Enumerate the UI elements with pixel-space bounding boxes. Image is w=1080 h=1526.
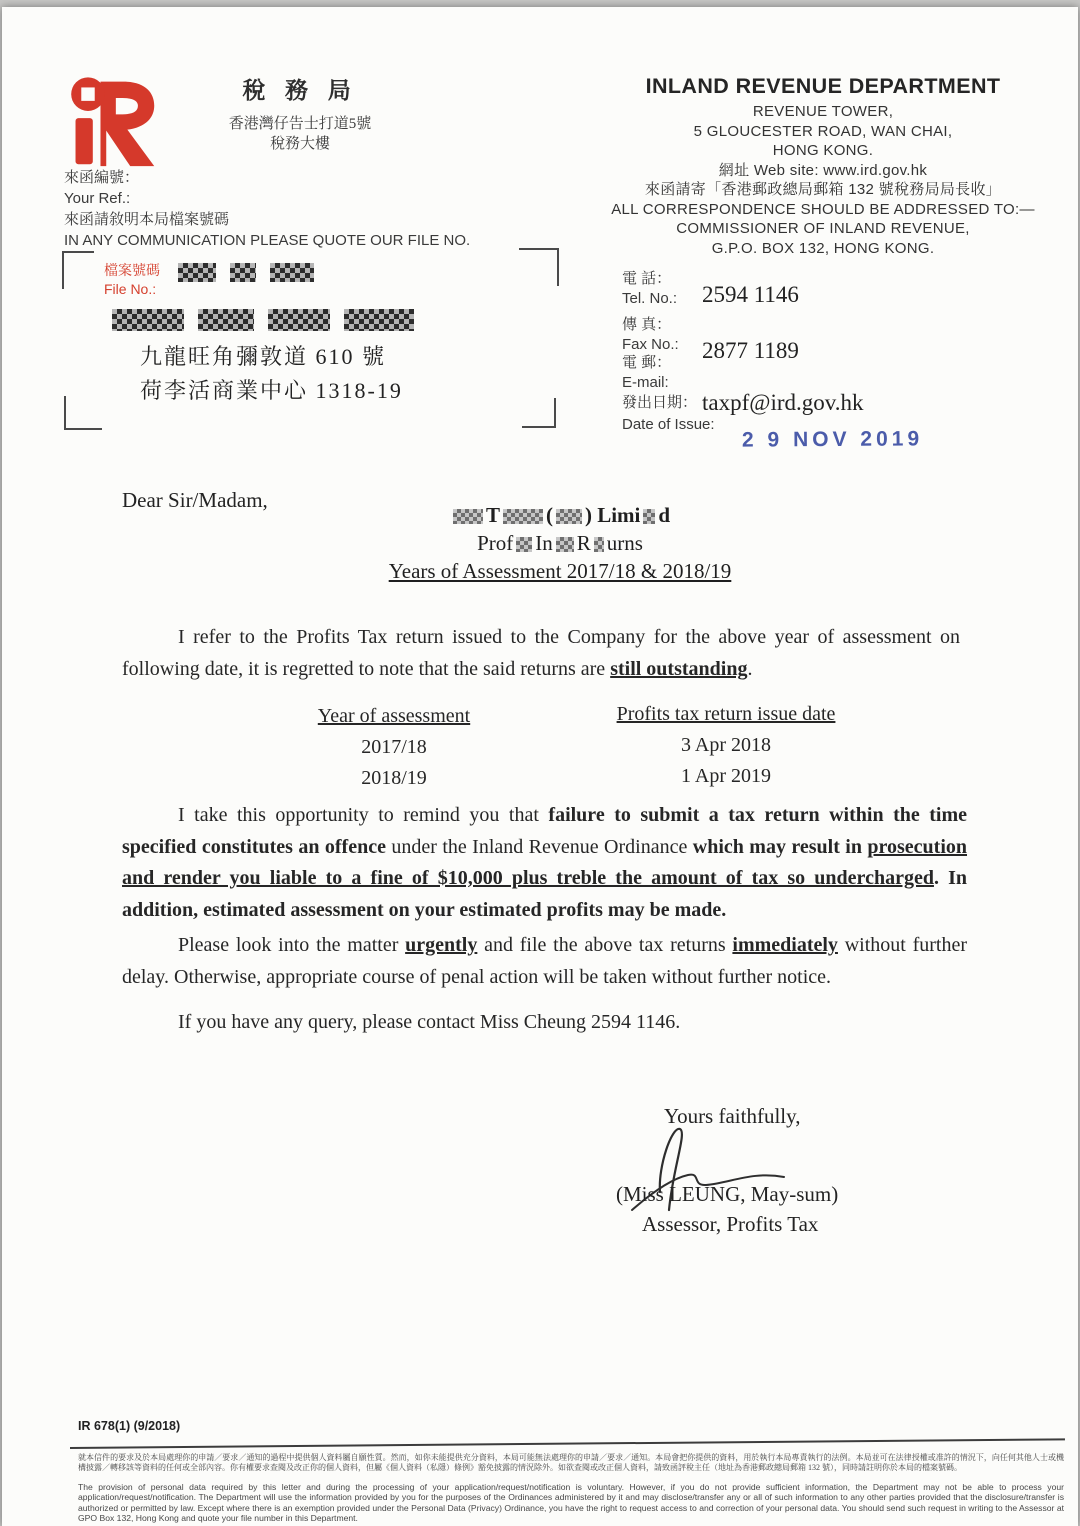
redacted-pixel-block — [643, 509, 655, 524]
fax-value: 2877 1189 — [702, 338, 799, 363]
your-ref-cn: 來函編號： — [64, 169, 140, 186]
gpo-line: G.P.O. BOX 132, HONG KONG. — [711, 239, 935, 257]
file-no-cn: 檔案號碼 — [104, 262, 160, 278]
paragraph-1: I refer to the Profits Tax return issued to the Company for the above year of assessment on following date, it is regretted to note that the said returns are still outstanding. — [122, 626, 960, 680]
your-ref-block — [64, 167, 470, 251]
window-bracket-top-right — [519, 248, 559, 286]
table-col-year — [268, 701, 520, 794]
date-of-issue-stamp: 2 9 NOV 2019 — [741, 427, 924, 452]
quote-file-cn: 來函請敘明本局檔案號碼 — [64, 211, 230, 228]
email-label-en: E-mail: — [622, 374, 669, 391]
header-en — [598, 74, 1048, 258]
closing: Yours faithfully, — [664, 1104, 801, 1128]
subject-years-of-assessment: Years of Assessment 2017/18 & 2018/19 — [388, 559, 732, 583]
recipient-address-line2: 荷李活商業中心 1318-19 — [140, 378, 403, 403]
signatory-title: Assessor, Profits Tax — [642, 1212, 819, 1236]
file-no-labels — [104, 261, 160, 299]
your-ref-en: Your Ref.: — [64, 190, 131, 207]
dept-name-en: INLAND REVENUE DEPARTMENT — [645, 74, 1001, 98]
redacted-pixel-block — [516, 537, 532, 552]
website-line: 網址 Web site: www.ird.gov.hk — [718, 161, 928, 179]
subject-company-redacted: T ( ) Limi d — [300, 503, 820, 528]
paragraph-2: I take this opportunity to remind you that failure to submit a tax return within the time specified constitutes an offence under the Inland Revenue Ordinance which may result in prosecution and render you liable to a fine of $10,000 plus treble the amount of tax so undercharged. In addition, estimated assessment on your estimated profits may be made. — [122, 804, 968, 921]
privacy-statement-en: The provision of personal data required by this letter and during the processing of your application/request/notification is voluntary. However, if you do not provide sufficient information, the Department may not be able to process your application/request/notification. The Department will use the information provided by you for the purposes of the Ordinances administered by it and may disclose/transfer any or all of such information to any other parties provided that the disclosure/transfer is authorized or permitted by law. Except where there is an exemption provided under the Personal Data (Privacy) Ordinance, you have the right to request access to and correction of your personal data. You should send such request in writing to the Assessor at GPO Box 132, Hong Kong and quote your file number in this Department. — [78, 1482, 1064, 1523]
date-of-issue-label-en: Date of Issue: — [622, 416, 715, 433]
table-header-year: Year of assessment — [317, 705, 471, 727]
form-number: IR 678(1) (9/2018) — [78, 1419, 181, 1433]
tel-label-en: Tel. No.: — [622, 290, 678, 307]
signatory-name: (Miss LEUNG, May-sum) — [616, 1182, 839, 1206]
paragraph-3: Please look into the matter urgently and file the above tax returns immediately without further delay. Otherwise, appropriate course of penal action will be taken without further notice. — [122, 934, 968, 988]
date-of-issue-label-cn: 發出日期： — [622, 394, 698, 411]
window-bracket-bottom-right — [522, 398, 556, 428]
quote-file-en: IN ANY COMMUNICATION PLEASE QUOTE OUR FILE NO. — [64, 232, 471, 249]
table-header-issue-date: Profits tax return issue date — [616, 703, 836, 725]
privacy-statement-cn: 就本信件的要求及於本局處理你的申請／要求／通知的過程中提供個人資料屬自願性質。然而，如你未能提供充分資料，本局可能無法處理你的申請／要求／通知。本局會把你提供的資料，用於執行本局專責執行的法例。本局並可在法律授權或准許的情況下，向任何其他人士或機構披露／轉移該等資料的任何或全部內容。你有權要求查閱及改正你的個人資料，但屬《個人資料（私隱）條例》豁免披露的情況除外。如欲查閱或改正個人資料，請致函評稅主任（地址為香港郵政總局郵箱 132 號），同時請註明你於本局的檔案號碼。 — [78, 1453, 1064, 1472]
dept-addr-en-1: REVENUE TOWER, — [752, 103, 894, 120]
redacted-pixel-block — [594, 537, 604, 552]
file-no-en: File No.: — [104, 281, 157, 297]
table-col-issue-date — [578, 699, 874, 792]
correspondence-line: ALL CORRESPONDENCE SHOULD BE ADDRESSED TO:— — [611, 200, 1035, 218]
table-cell-date-1: 3 Apr 2018 — [681, 734, 771, 756]
ird-logo-icon — [64, 74, 160, 170]
paragraph-4: If you have any query, please contact Miss Cheung 2594 1146. — [178, 1011, 681, 1033]
recipient-name-redacted — [112, 309, 424, 331]
salutation: Dear Sir/Madam, — [122, 488, 268, 512]
fax-label-en: Fax No.: — [622, 336, 679, 353]
header-cn — [180, 72, 420, 154]
postbox-line-cn: 來函請寄「香港郵政總局郵箱 132 號稅務局局長收」 — [644, 181, 1002, 198]
file-no-redacted — [178, 263, 324, 282]
table-cell-date-2: 1 Apr 2019 — [681, 765, 771, 787]
redacted-pixel-block — [556, 537, 574, 552]
redacted-pixel-block — [453, 509, 483, 524]
subject-returns-redacted: Prof In R urns — [477, 531, 643, 555]
dept-addr-en-3: HONG KONG. — [772, 142, 874, 159]
redacted-pixel-block — [556, 509, 582, 524]
tel-label-cn: 電 話： — [622, 270, 672, 287]
window-bracket-bottom-left — [64, 396, 102, 430]
commissioner-line: COMMISSIONER OF INLAND REVENUE, — [676, 220, 970, 237]
dept-addr-en-2: 5 GLOUCESTER ROAD, WAN CHAI, — [693, 122, 953, 140]
table-cell-year-1: 2017/18 — [361, 736, 427, 758]
dept-addr-cn-1: 香港灣仔告士打道5號 — [228, 116, 372, 132]
window-bracket-top-left — [62, 251, 94, 289]
email-value: taxpf@ird.gov.hk — [702, 390, 864, 415]
tel-value: 2594 1146 — [702, 282, 799, 307]
dept-addr-cn-2: 稅務大樓 — [269, 136, 330, 152]
recipient-address-line1: 九龍旺角彌敦道 610 號 — [140, 344, 387, 369]
fax-label-cn: 傳 真： — [622, 316, 672, 333]
redacted-pixel-block — [503, 509, 543, 524]
table-cell-year-2: 2018/19 — [361, 767, 427, 789]
dept-name-cn: 稅 務 局 — [242, 78, 358, 103]
email-label-cn: 電 郵： — [622, 354, 672, 371]
